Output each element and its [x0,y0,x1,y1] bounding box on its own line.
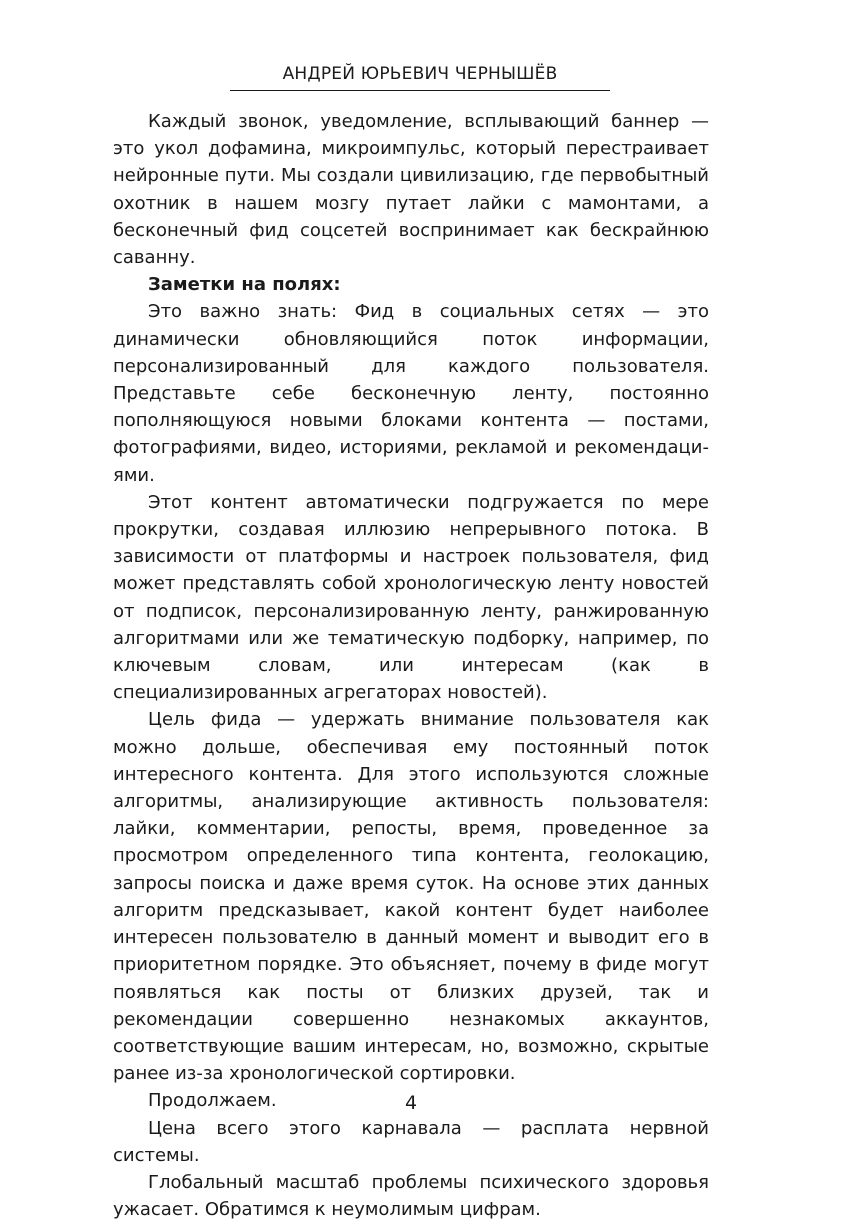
paragraph-4: Цель фида — удержать внимание пользователя как можно дольше, обеспечивая ему постоянный поток интересного контента. Для этого используются сложные алгоритмы, анализирующие активность пользователя: лайки, комментарии, репосты, время, проведенное за просмотром определенного типа контента, геолокацию, запросы поиска и даже время суток. На основе этих данных алгоритм предсказывает, какой контент будет наиболее интересен пользователю в данный момент и выводит его в приоритетном порядке. Это объясняет, почему в фиде могут появляться как посты от близких друзей, так и рекомендации совершенно незнакомых аккаунтов, соответствующие вашим интересам, но, возможно, скрытые ранее из-за хронологической сортировки. [113,709,709,1085]
running-head-author: АНДРЕЙ ЮРЬЕВИЧ ЧЕРНЫШЁВ [282,64,558,84]
header-rule [230,90,610,91]
margin-notes-heading: Заметки на полях: [148,274,341,296]
paragraph-7: Глобальный масштаб проблемы психического здоровья ужасает. Обратимся к неумолимым цифрам. [113,1171,709,1221]
paragraph-3: Этот контент автоматически подгружается по мере прокрутки, создавая иллюзию непрерывного потока. В зависимости от платформы и настроек пользователя, фид может представлять собой хронологическую ленту новостей от подписок, персонализированную ленту, ранжированную алгоритмами или же тематическую подборку, например, по ключевым словам, или интересам (как в специализированных агрегаторах новостей). [113,491,709,704]
page-number: 4 [404,1092,418,1114]
paragraph-2: Это важно знать: Фид в социальных сетях — это динамически обновляющийся поток информации, персонализированный для каждого пользователя. Представьте себе бесконечную ленту, постоянно пополняющуюся новыми блоками контента — постами, фотографиями, видео, историями, рекламой и рекомендациями. [113,301,709,486]
body-text [113,108,709,1223]
paragraph-5: Продолжаем. [148,1090,277,1112]
paragraph-6: Цена всего этого карнавала — расплата нервной системы. [113,1117,709,1166]
paragraph-1: Каждый звонок, уведомление, всплывающий баннер — это укол дофамина, микроимпульс, который перестраивает нейронные пути. Мы создали цивилизацию, где первобытный охотник в нашем мозгу путает лайки с мамонтами, а бесконечный фид соцсетей воспринимает как бескрайнюю саванну. [113,111,709,269]
